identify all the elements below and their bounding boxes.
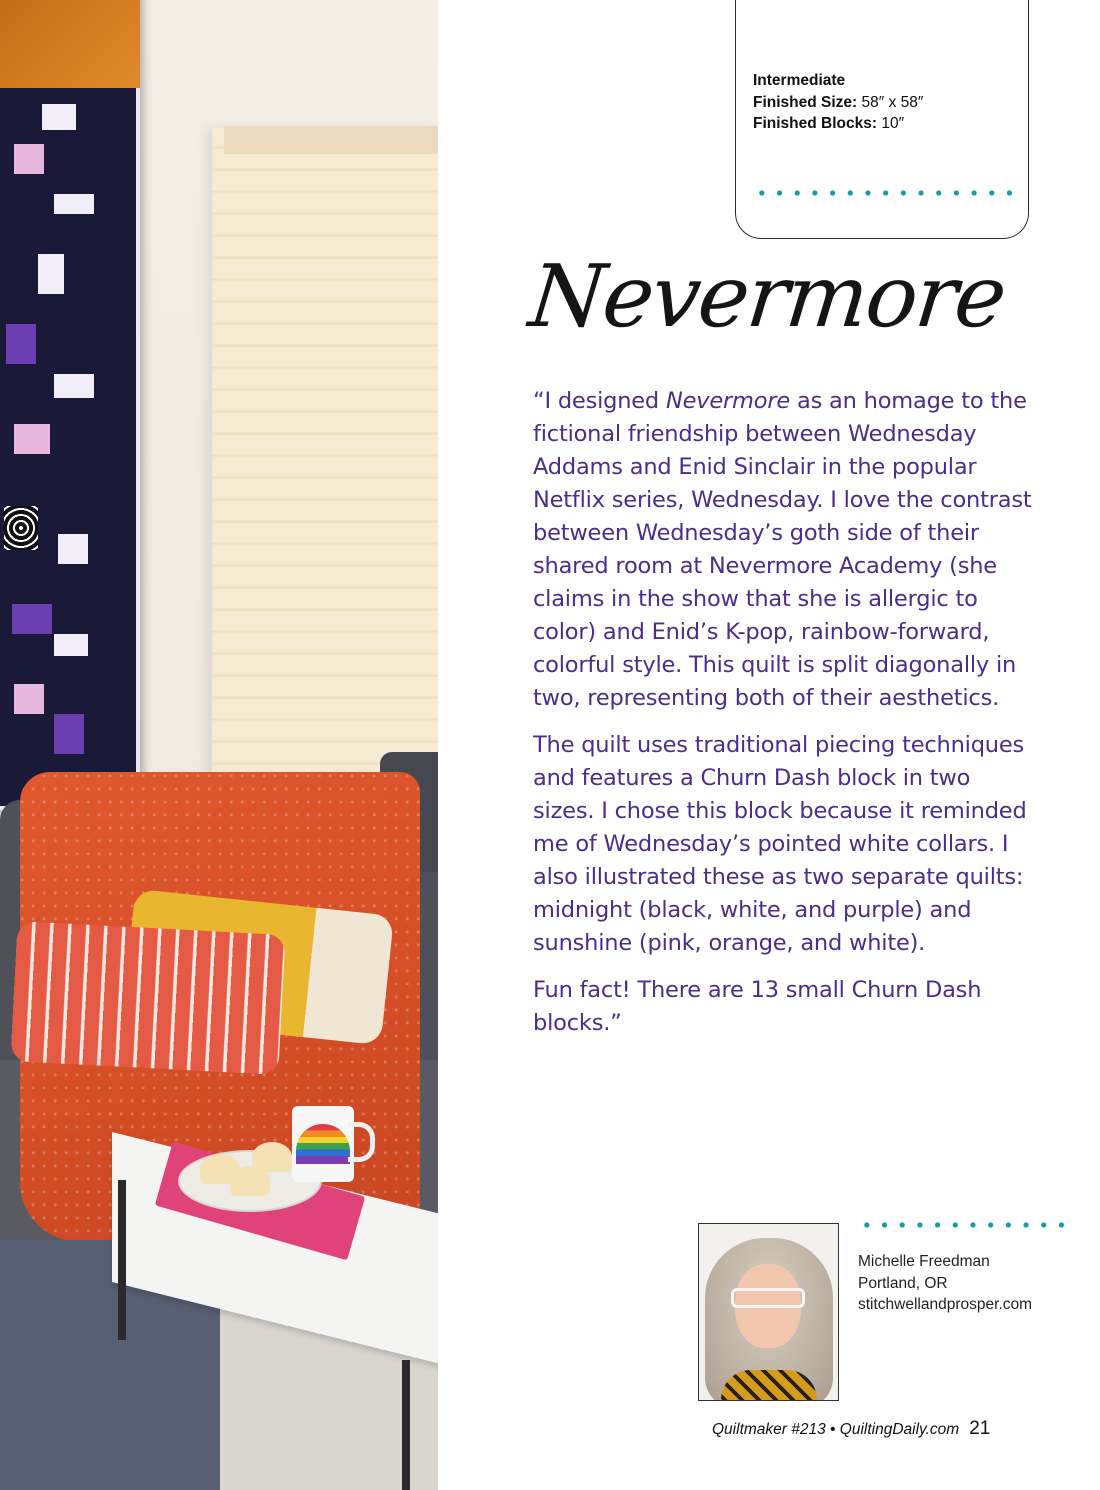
hanging-quilt [0, 0, 140, 810]
designer-website[interactable]: stitchwellandprosper.com [858, 1296, 1033, 1313]
article-body [533, 385, 1033, 1054]
info-dot-divider [753, 190, 1015, 196]
striped-pillow [11, 921, 286, 1075]
finished-size-label: Finished Size: [753, 93, 858, 111]
cupcake [252, 1142, 292, 1172]
body-paragraph [533, 385, 1033, 715]
designer-location: Portland, OR [858, 1274, 948, 1292]
finished-blocks-label: Finished Blocks: [753, 115, 878, 132]
designer-portrait [698, 1223, 839, 1401]
skill-level: Intermediate [753, 72, 846, 89]
glasses-icon [731, 1288, 805, 1308]
designer-dot-divider [858, 1222, 1070, 1228]
finished-size-value: 58″ x 58″ [861, 93, 924, 111]
window-blind-rail [224, 126, 438, 154]
room-photo [0, 0, 438, 1490]
page-footer [712, 1418, 990, 1440]
table-leg [118, 1180, 126, 1340]
finished-blocks-value: 10″ [881, 115, 905, 132]
body-paragraph: The quilt uses traditional piecing techniques and features a Churn Dash block in two sizes. I chose this block because it reminded me of Wednesday’s pointed white collars. I also illustrated these as two separate quilts: midnight (black, white, and purple) and sunshine (pink, orange, and white). [533, 732, 1027, 956]
paragraph-text: as an homage to the fictional friendship between Wednesday Addams and Enid Sinclair in the popular Netflix series, Wednesday. I love the contrast between Wednesday’s goth side of their shared room at Nevermore Academy (she claims in the show that she is allergic to color) and Enid’s K-pop, rainbow-forward, colorful style. This quilt is split diagonally in two, representing both of their aesthetics. [533, 388, 1032, 711]
pattern-info [753, 70, 923, 135]
pattern-title: Nevermore [524, 247, 1010, 347]
quilt-orange-corner [0, 0, 140, 88]
title-reference: Nevermore [665, 388, 791, 414]
table-leg [402, 1360, 410, 1490]
body-paragraph: Fun fact! There are 13 small Churn Dash blocks.” [533, 977, 982, 1036]
mug-handle [348, 1122, 375, 1162]
publication-info: Quiltmaker #213 • QuiltingDaily.com [712, 1421, 960, 1438]
quote-open: “I designed [533, 388, 666, 414]
designer-credit [858, 1251, 1032, 1316]
page-number: 21 [969, 1418, 991, 1439]
window-blind [212, 128, 438, 828]
designer-name: Michelle Freedman [858, 1253, 990, 1270]
